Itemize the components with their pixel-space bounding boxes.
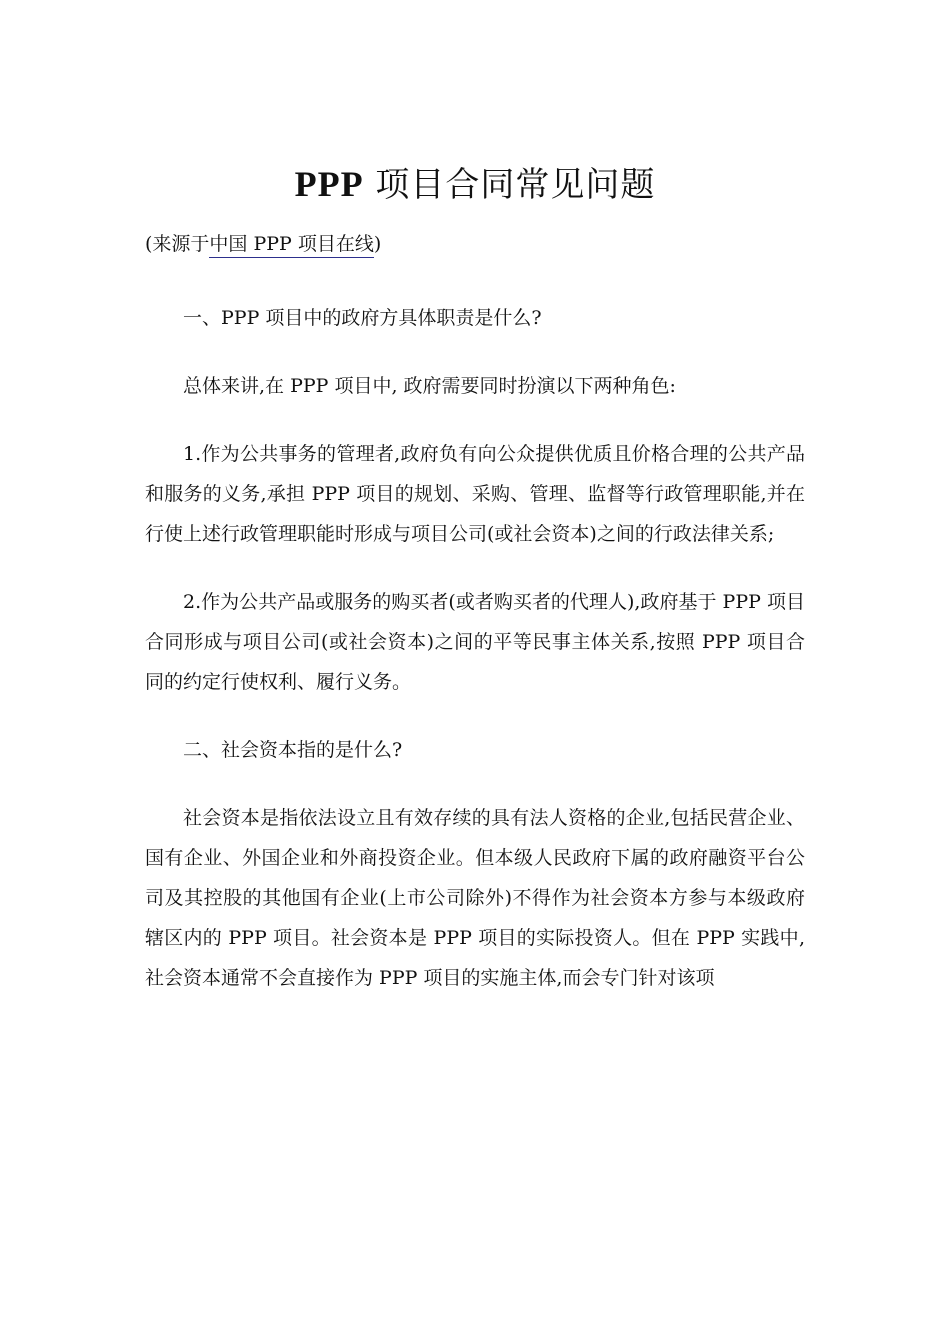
source-link[interactable]: 中国 PPP 项目在线 bbox=[209, 233, 373, 258]
source-close: ) bbox=[373, 233, 382, 255]
page-title bbox=[0, 161, 950, 208]
answer-1-point-1: 1.作为公共事务的管理者,政府负有向公众提供优质且价格合理的公共产品和服务的义务,承担 PPP 项目的规划、采购、管理、监督等行政管理职能,并在行使上述行政管理职能时形成与项目公司(或社会资本)之间的行政法律关系; bbox=[145, 443, 805, 545]
title-latin: PPP bbox=[294, 163, 364, 204]
answer-1-point-2: 2.作为公共产品或服务的购买者(或者购买者的代理人),政府基于 PPP 项目合同形成与项目公司(或社会资本)之间的平等民事主体关系,按照 PPP 项目合同的约定行使权利、履行义务。 bbox=[145, 591, 805, 693]
question-1-heading: 一、PPP 项目中的政府方具体职责是什么? bbox=[183, 307, 542, 329]
title-cjk: 项目合同常见问题 bbox=[363, 164, 656, 205]
source-line bbox=[145, 230, 381, 258]
question-2-heading: 二、社会资本指的是什么? bbox=[183, 739, 403, 761]
document-body bbox=[145, 298, 805, 1026]
answer-1-intro: 总体来讲,在 PPP 项目中, 政府需要同时扮演以下两种角色: bbox=[183, 375, 676, 397]
source-open: (来源于 bbox=[145, 233, 210, 255]
answer-2-text: 社会资本是指依法设立且有效存续的具有法人资格的企业,包括民营企业、国有企业、外国企业和外商投资企业。但本级人民政府下属的政府融资平台公司及其控股的其他国有企业(上市公司除外)不得作为社会资本方参与本级政府辖区内的 PPP 项目。社会资本是 PPP 项目的实际投资人。但在 PPP 实践中,社会资本通常不会直接作为 PPP 项目的实施主体,而会专门针对该项 bbox=[145, 807, 805, 989]
